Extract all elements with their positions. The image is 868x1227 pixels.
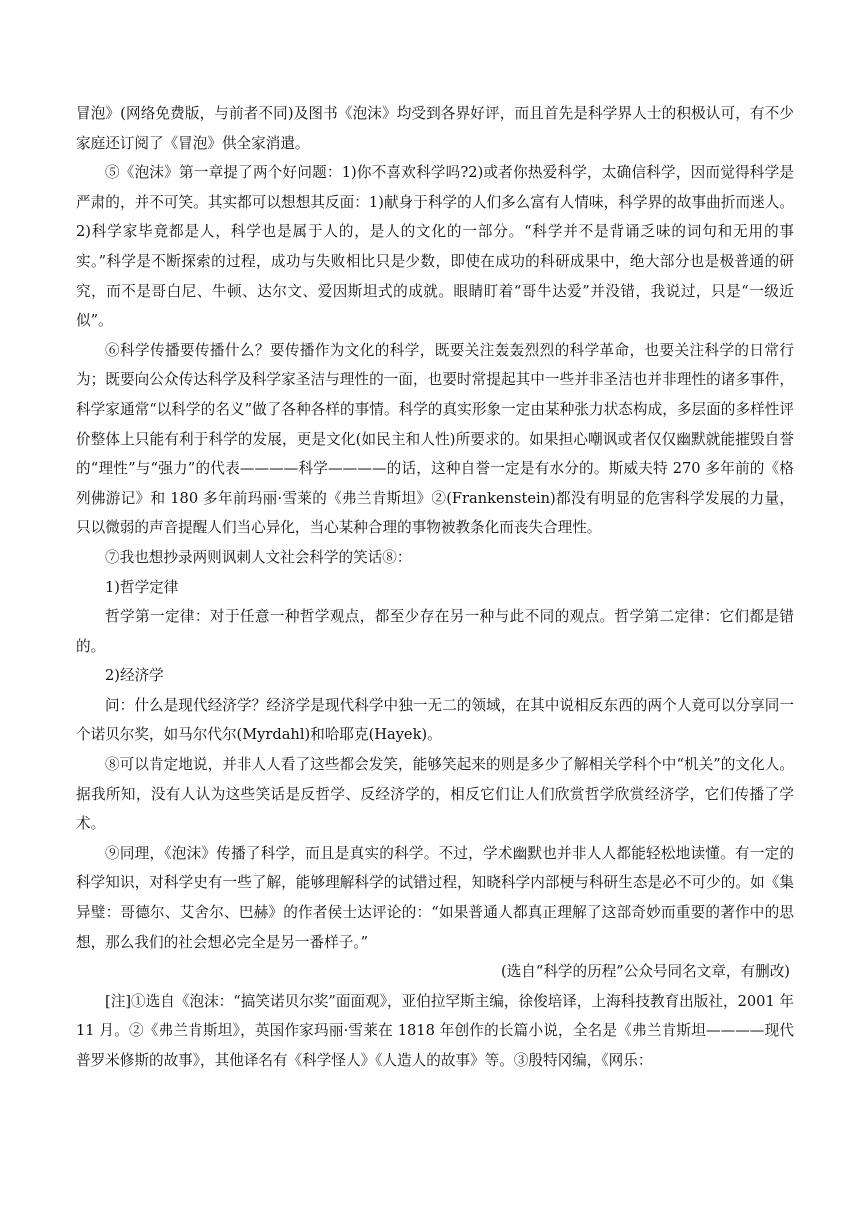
footnote: [注]①选自《泡沫：“搞笑诺贝尔奖”面面观》，亚伯拉罕斯主编，徐俊培译，上海科技教育出版社，2001 年 11 月。②《弗兰肯斯坦》，英国作家玛丽·雪莱在 1818 年创作的长篇小说，全名是《弗兰肯斯坦————现代普罗米修斯的故事》，其他译名有《科学怪人》《人造人的故事》等。③殷特冈编，《网乐：	[76, 992, 794, 1069]
paragraph-6: ⑥科学传播要传播什么？要传播作为文化的科学，既要关注轰轰烈烈的科学革命，也要关注科学的日常行为；既要向公众传达科学及科学家圣洁与理性的一面，也要时常提起其中一些并非圣洁也并非理性的诸多事件，科学家通常“以科学的名义”做了各种各样的事情。科学的真实形象一定由某种张力状态构成，多层面的多样性评价整体上只能有利于科学的发展，更是文化(如民主和人性)所要求的。如果担心嘲讽或者仅仅幽默就能摧毁自誉的“理性”与“强力”的代表————科学————的话，这种自誉一定是有水分的。斯威夫特 270 多年前的《格列佛游记》和 180 多年前玛丽·雪莱的《弗兰肯斯坦》②(Frankenstein)都没有明显的危害科学发展的力量，只以微弱的声音提醒人们当心异化，当心某种合理的事物被教条化而丧失合理性。	[76, 341, 794, 537]
paragraph-9: ⑨同理，《泡沫》传播了科学，而且是真实的科学。不过，学术幽默也并非人人都能轻松地读懂。有一定的科学知识，对科学史有一些了解，能够理解科学的试错过程，知晓科学内部梗与科研生态是必不可少的。如《集异璧：哥德尔、艾舍尔、巴赫》的作者侯士达评论的：“如果普通人都真正理解了这部奇妙而重要的著作中的思想，那么我们的社会想必完全是另一番样子。”	[76, 844, 794, 951]
source-attribution: (选自“科学的历程”公众号同名文章，有删改)	[501, 963, 790, 981]
article-body	[76, 99, 794, 1076]
paragraph-continuation: 冒泡》(网络免费版，与前者不同)及图书《泡沫》均受到各界好评，而且首先是科学界人士的积极认可，有不少家庭还订阅了《冒泡》供全家消遣。	[76, 105, 794, 152]
joke-1-body: 哲学第一定律：对于任意一种哲学观点，都至少存在另一种与此不同的观点。哲学第二定律：它们都是错的。	[76, 608, 794, 655]
joke-2-heading: 2)经济学	[105, 667, 164, 685]
joke-2-body: 问：什么是现代经济学？经济学是现代科学中独一无二的领域，在其中说相反东西的两个人竟可以分享同一个诺贝尔奖，如马尔代尔(Myrdahl)和哈耶克(Hayek)。	[76, 696, 794, 744]
paragraph-7: ⑦我也想抄录两则讽刺人文社会科学的笑话⑧：	[105, 548, 412, 566]
paragraph-8: ⑧可以肯定地说，并非人人看了这些都会发笑，能够笑起来的则是多少了解相关学科个中“机关”的文化人。据我所知，没有人认为这些笑话是反哲学、反经济学的，相反它们让人们欣赏哲学欣赏经济学，它们传播了学术。	[76, 756, 794, 833]
joke-1-heading: 1)哲学定律	[105, 578, 179, 596]
paragraph-5: ⑤《泡沫》第一章提了两个好问题：1)你不喜欢科学吗?2)或者你热爱科学，太确信科学，因而觉得科学是严肃的，并不可笑。其实都可以想想其反面：1)献身于科学的人们多么富有人情味，科学界的故事曲折而迷人。2)科学家毕竟都是人，科学也是属于人的，是人的文化的一部分。“科学并不是背诵乏味的词句和无用的事实。”科学是不断探索的过程，成功与失败相比只是少数，即使在成功的科研成果中，绝大部分也是极普通的研究，而不是哥白尼、牛顿、达尔文、爱因斯坦式的成就。眼睛盯着“哥牛达爱”并没错，我说过，只是“一级近似”。	[76, 164, 794, 330]
